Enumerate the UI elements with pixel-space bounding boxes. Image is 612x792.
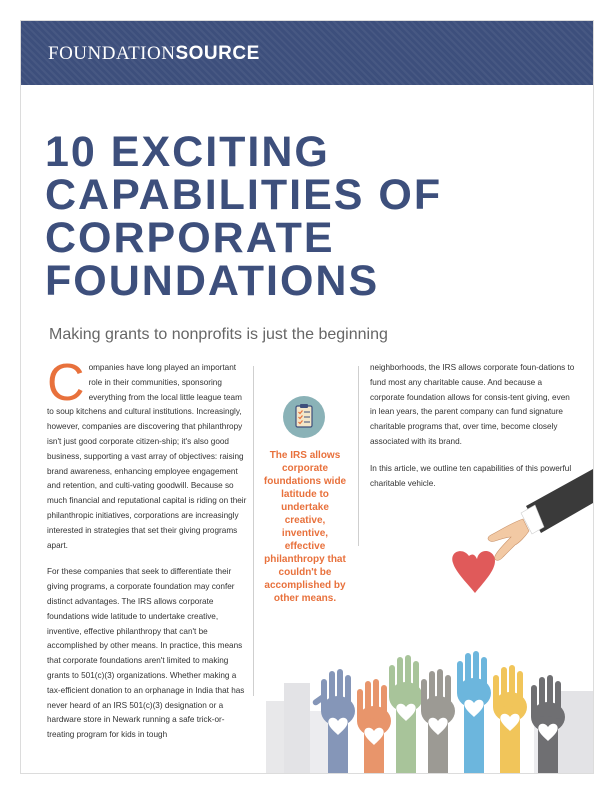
article-paragraph: neighborhoods, the IRS allows corporate foun-dations to fund most any charitable cause. And because a corporate foundation allows for consis-tent giving, even in lean years, the parent company can fund signature charitable programs that, over time, become closely associated with its brand. — [370, 363, 575, 446]
foundation-source-logo: FOUNDATIONSOURCE — [48, 43, 260, 64]
pull-quote: The IRS allows corporate foundations wide latitude to undertake creative, inventive, effective philanthropy that couldn't be accomplished by other means. — [263, 450, 347, 604]
intro-paragraph: Companies have long played an important role in their communities, sponsoring everything from the local little league team to soup kitchens and cultural institutions. Increasingly, however, companies are discovering that philanthropy isn't just good corporate citizen-ship; it's also good business, supporting a vast array of objectives: raising brand awareness, enhancing employee engagement and retention, and culti-vating goodwill. Because so much financial and reputational capital is riding on their philanthropic initiatives, corporations are increasingly interested in strategies that set their giving programs apart. — [47, 354, 247, 550]
drop-cap: C — [47, 354, 85, 412]
article-paragraph: In this article, we outline ten capabilities of this powerful charitable vehicle. — [370, 463, 572, 488]
brand-header — [21, 21, 593, 85]
clipboard-checklist-icon — [283, 396, 325, 438]
title-line: CAPABILITIES OF — [45, 171, 443, 219]
page-subtitle: Making grants to nonprofits is just the beginning — [49, 326, 388, 343]
column-divider — [358, 366, 359, 546]
hand-with-heart-icon — [431, 461, 593, 621]
title-line: 10 EXCITING — [45, 128, 330, 176]
page-title — [45, 128, 585, 305]
raised-hands-icon — [266, 621, 593, 773]
document-page — [20, 20, 594, 774]
column-divider — [253, 366, 254, 696]
title-line: CORPORATE — [45, 214, 335, 262]
article-paragraph: For these companies that seek to differentiate their giving programs, a corporate foundation may confer distinct advantages. The IRS allows corporate foundations wide latitude to undertake creative, inventive, effective philanthropy that can't be accomplished by other means. In practice, this means that corporate foundations aren't limited to making grants to 501(c)(3) organizations. Whether making a tax-efficient donation to an orphanage in India that has never heard of an IRS 501(c)(3) designation or a hardware store in Newark running a safe trick-or-treating program for kids in tough — [47, 567, 245, 740]
article-column-left — [47, 354, 247, 743]
title-line: FOUNDATIONS — [45, 257, 380, 305]
